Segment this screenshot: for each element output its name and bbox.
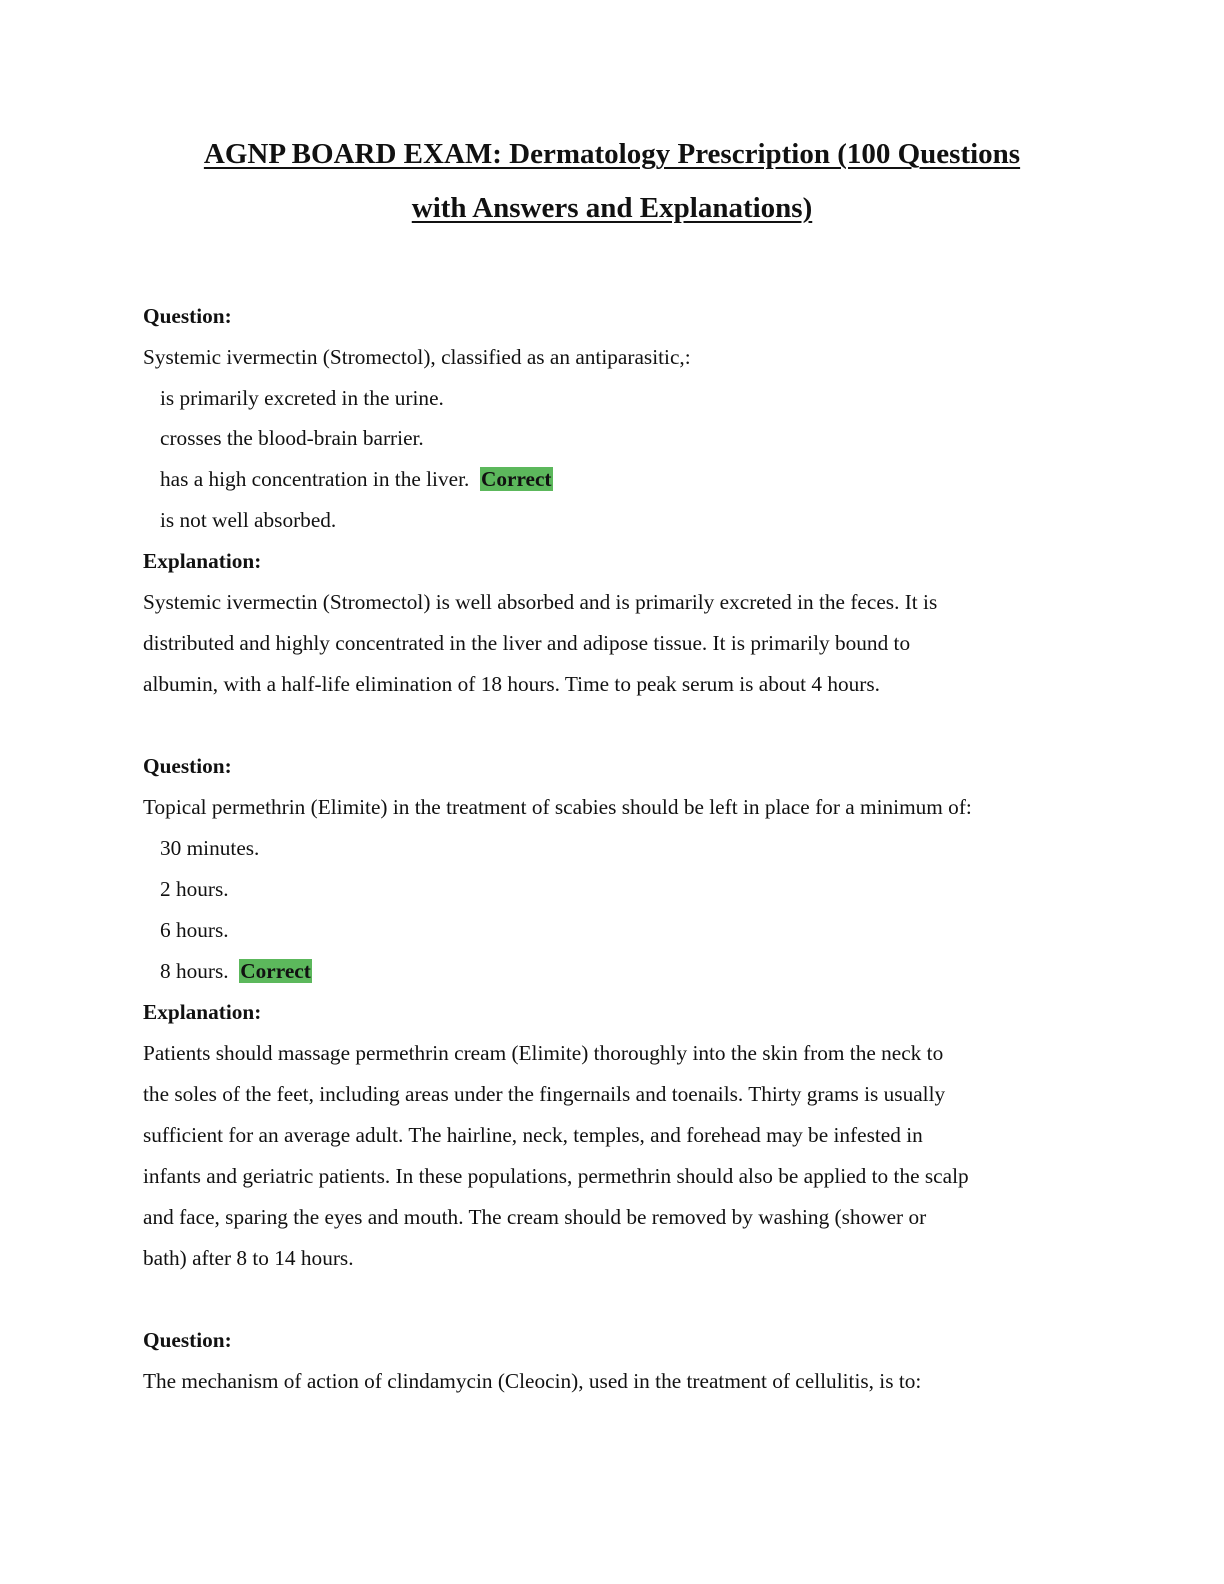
- explanation-line: bath) after 8 to 14 hours.: [143, 1246, 354, 1270]
- correct-badge: Correct: [480, 467, 552, 491]
- question-stem: Topical permethrin (Elimite) in the treatment of scabies should be left in place for a minimum of:: [143, 795, 972, 819]
- question-label: Question:: [143, 754, 232, 778]
- answer-option: is not well absorbed.: [160, 508, 337, 532]
- document-title-line-2: with Answers and Explanations): [411, 192, 813, 224]
- answer-option-text: 8 hours.: [160, 959, 229, 983]
- explanation-label: Explanation:: [143, 1000, 262, 1024]
- answer-option: 6 hours.: [160, 918, 229, 942]
- answer-option-text: has a high concentration in the liver.: [160, 467, 470, 491]
- answer-option: 2 hours.: [160, 877, 229, 901]
- question-stem: The mechanism of action of clindamycin (Cleocin), used in the treatment of cellulitis, is to:: [143, 1369, 922, 1393]
- answer-option: crosses the blood-brain barrier.: [160, 426, 424, 450]
- explanation-line: infants and geriatric patients. In these populations, permethrin should also be applied to the scalp: [143, 1164, 969, 1188]
- answer-option: 30 minutes.: [160, 836, 260, 860]
- explanation-line: Patients should massage permethrin cream (Elimite) thoroughly into the skin from the neck to: [143, 1041, 944, 1065]
- answer-option-correct: [160, 465, 553, 493]
- explanation-line: sufficient for an average adult. The hairline, neck, temples, and forehead may be infested in: [143, 1123, 923, 1147]
- correct-badge: Correct: [240, 959, 311, 983]
- question-label: Question:: [143, 304, 232, 328]
- answer-option: is primarily excreted in the urine.: [160, 386, 444, 410]
- explanation-line: distributed and highly concentrated in the liver and adipose tissue. It is primarily bound to: [143, 631, 911, 655]
- question-label: Question:: [143, 1328, 232, 1352]
- explanation-label: Explanation:: [143, 549, 262, 573]
- answer-option-correct: [160, 957, 312, 985]
- document-title-line-1: AGNP BOARD EXAM: Dermatology Prescription (100 Questions: [203, 138, 1021, 170]
- question-stem: Systemic ivermectin (Stromectol), classified as an antiparasitic,:: [143, 345, 691, 369]
- explanation-line: and face, sparing the eyes and mouth. The cream should be removed by washing (shower or: [143, 1205, 927, 1229]
- explanation-line: the soles of the feet, including areas under the fingernails and toenails. Thirty grams is usually: [143, 1082, 946, 1106]
- explanation-line: albumin, with a half-life elimination of 18 hours. Time to peak serum is about 4 hours.: [143, 672, 881, 696]
- explanation-line: Systemic ivermectin (Stromectol) is well absorbed and is primarily excreted in the feces. It is: [143, 590, 938, 614]
